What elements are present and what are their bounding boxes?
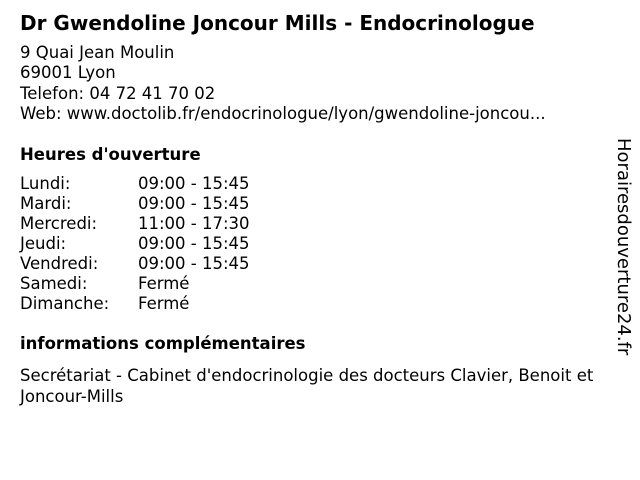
hours-time: 09:00 - 15:45 (138, 174, 250, 193)
address-block (20, 43, 546, 124)
hours-time: Fermé (138, 294, 190, 313)
additional-info-text: Secrétariat - Cabinet d'endocrinologie des docteurs Clavier, Benoit et Joncour-Mills (20, 366, 594, 406)
additional-info-heading: informations complémentaires (20, 334, 306, 353)
hours-row (20, 214, 250, 234)
hours-row (20, 174, 250, 194)
hours-day: Jeudi: (20, 234, 67, 253)
hours-time: 09:00 - 15:45 (138, 194, 250, 213)
address-street: 9 Quai Jean Moulin (20, 43, 175, 62)
opening-hours-table (20, 174, 250, 314)
hours-row (20, 294, 250, 314)
address-city: 69001 Lyon (20, 63, 116, 83)
hours-day: Lundi: (20, 174, 71, 193)
page-title: Dr Gwendoline Joncour Mills - Endocrinologue (20, 11, 535, 35)
hours-day: Mardi: (20, 194, 72, 213)
hours-day: Samedi: (20, 274, 88, 293)
hours-row (20, 254, 250, 274)
brand-watermark: Horairesdouverture24.fr (613, 138, 634, 356)
hours-row (20, 234, 250, 254)
hours-time: 09:00 - 15:45 (138, 254, 250, 273)
hours-time: 11:00 - 17:30 (138, 214, 250, 233)
opening-hours-heading: Heures d'ouverture (20, 145, 201, 164)
hours-day: Dimanche: (20, 294, 110, 313)
hours-day: Vendredi: (20, 254, 99, 273)
website: Web: www.doctolib.fr/endocrinologue/lyon/gwendoline-joncou... (20, 103, 546, 123)
hours-row (20, 274, 250, 294)
hours-time: Fermé (138, 274, 190, 293)
hours-row (20, 194, 250, 214)
hours-time: 09:00 - 15:45 (138, 234, 250, 253)
phone-number: Telefon: 04 72 41 70 02 (20, 83, 216, 103)
hours-day: Mercredi: (20, 214, 98, 233)
